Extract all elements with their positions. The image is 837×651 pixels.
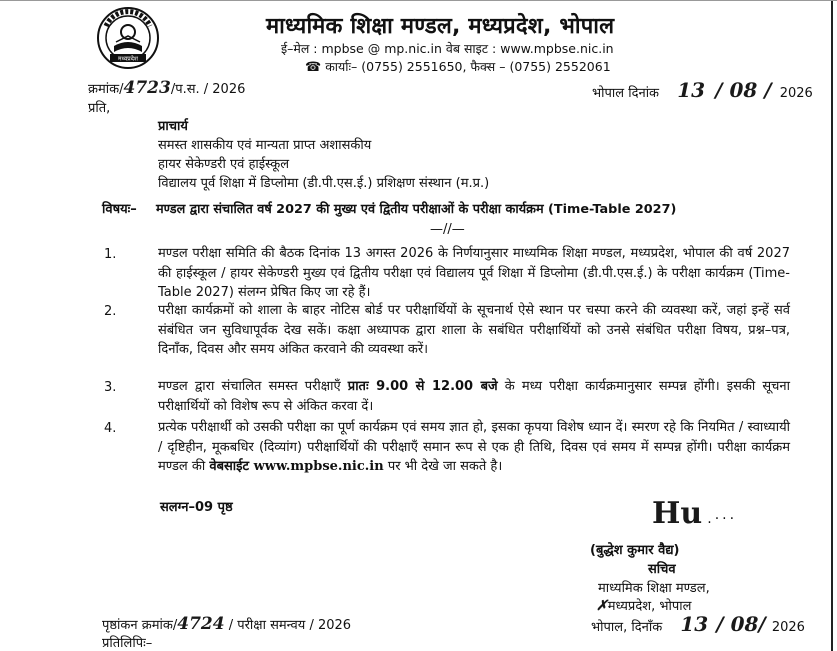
subject-label: विषयः– bbox=[102, 202, 137, 217]
phone-fax-text: कार्याः– (0755) 2551650, फैक्स – (0755) 2552061 bbox=[325, 59, 611, 74]
endorsement-date bbox=[591, 612, 805, 636]
logo-caption: मध्यप्रदेश bbox=[117, 55, 139, 63]
endorsement-suffix: / परीक्षा समन्वय / 2026 bbox=[228, 618, 352, 633]
para-1-number: 1. bbox=[104, 247, 117, 262]
para-4-number: 4. bbox=[104, 421, 117, 436]
reference-date bbox=[592, 78, 813, 102]
para-3-text-b: के मध्य परीक्षा कार्यक्रमानुसार सम्पन्न होंगी। इसकी सूचना परीक्षार्थियों को विशेष रूप से अंकित करवा दें। bbox=[158, 379, 790, 414]
copy-label: प्रतिलिपिः– bbox=[102, 636, 153, 651]
telephone-icon: ☎ bbox=[305, 60, 322, 75]
signatory-city: ✗मध्यप्रदेश, भोपाल bbox=[596, 598, 692, 614]
address-line-3: हायर सेकेण्डरी एवं हाईस्कूल bbox=[158, 157, 290, 172]
date-month: / 08 / bbox=[715, 78, 772, 102]
endorsement-prefix: पृष्ठांकन क्रमांक/ bbox=[102, 618, 178, 633]
kramank-suffix: /प.स. / 2026 bbox=[170, 82, 246, 97]
enclosure-note: सलग्न–09 पृष्ठ bbox=[160, 500, 233, 515]
signatory-city-text: मध्यप्रदेश, भोपाल bbox=[607, 599, 692, 614]
kramank-prefix: क्रमांक/ bbox=[88, 82, 124, 97]
endorsement-date-month: / 08/ bbox=[716, 612, 766, 636]
para-2-number: 2. bbox=[104, 304, 117, 319]
para-3-time: प्रातः 9.00 से 12.00 बजे bbox=[347, 379, 498, 394]
phone-fax-line bbox=[305, 58, 611, 75]
reference-number bbox=[88, 78, 245, 98]
endorsement-number bbox=[102, 614, 351, 634]
date-day: 13 bbox=[677, 78, 706, 102]
board-logo-icon bbox=[96, 6, 160, 70]
kramank-handwritten-no: 4723 bbox=[123, 78, 171, 98]
para-3-text bbox=[158, 377, 790, 416]
subject-separator: —//— bbox=[430, 222, 465, 237]
address-line-4: विद्यालय पूर्व शिक्षा में डिप्लोमा (डी.पी.एस.ई.) प्रशिक्षण संस्थान (म.प्र.) bbox=[158, 176, 490, 191]
endorsement-date-day: 13 bbox=[680, 612, 709, 636]
para-4-website: वेबसाईट www.mpbse.nic.in bbox=[209, 459, 384, 474]
signature-handwriting: Hu bbox=[652, 496, 703, 531]
endorsement-handwritten-no: 4724 bbox=[177, 614, 225, 634]
signature-mark: Hu .··· bbox=[652, 496, 738, 531]
org-title: माध्यमिक शिक्षा मण्डल, मध्यप्रदेश, भोपाल bbox=[266, 14, 615, 39]
para-2-text: परीक्षा कार्यक्रमों को शाला के बाहर नोटिस बोर्ड पर परीक्षार्थियों के सूचनार्थ ऐसे स्थान पर चस्पा करने की व्यवस्था करें, जहां इन्हें सर्व संबंधित जन सुविधापूर्वक देख सकें। कक्षा अध्यापक द्वारा शाला के सबंधित परीक्षार्थियों को उनसे संबंधित परीक्षा विषय, प्रश्न–पत्र, दिनाँक, दिवस और समय अंकित करवाने की व्यवस्था करें। bbox=[158, 303, 790, 357]
prati-label: प्रति, bbox=[88, 101, 111, 116]
para-4-text-b: पर भी देखे जा सकते है। bbox=[383, 459, 503, 474]
para-4-text-a: प्रत्येक परीक्षार्थी को उसकी परीक्षा का पूर्ण कार्यक्रम एवं समय ज्ञात हो, इसका कृपया विशेष ध्यान दें। स्मरण रहे कि नियमित / स्वाध्यायी / दृष्टिहीन, मूकबधिर (दिव्यांग) परीक्षार्थियों की परीक्षाएँ समान रूप से एक ही तिथि, दिवस एवं समय में सम्पन्न होंगी। परीक्षा कार्यक्रम मण्डल की bbox=[158, 420, 790, 474]
para-3-text-a: मण्डल द्वारा संचालित समस्त परीक्षाएँ bbox=[158, 379, 348, 394]
date-year: 2026 bbox=[779, 86, 813, 101]
frame-top-border bbox=[0, 0, 837, 1]
address-line-1: प्राचार्य bbox=[158, 119, 188, 134]
para-4-text bbox=[158, 418, 790, 477]
frame-right-border bbox=[831, 0, 833, 651]
para-1-text: मण्डल परीक्षा समिति की बैठक दिनांक 13 अगस्त 2026 के निर्णयानुसार माध्यमिक शिक्षा मण्डल, मध्यप्रदेश, भोपाल की वर्ष 2027 की हाईस्कूल / हायर सेकेण्डरी मुख्य एवं द्वितीय परीक्षा एवं विद्यालय पूर्व शिक्षा में डिप्लोमा (डी.पी.एस.ई.) के परीक्षा कार्यक्रम (Time-Table 2027) संलग्न प्रेषित किए जा रहे हैं। bbox=[158, 246, 790, 300]
address-line-2: समस्त शासकीय एवं मान्यता प्राप्त अशासकीय bbox=[158, 138, 372, 153]
signatory-org: माध्यमिक शिक्षा मण्डल, bbox=[598, 581, 710, 596]
endorsement-date-label: भोपाल, दिनाँक bbox=[591, 620, 663, 635]
endorsement-date-year: 2026 bbox=[771, 620, 805, 635]
signatory-designation: सचिव bbox=[648, 562, 676, 577]
email-website-line: ई–मेल : mpbse @ mp.nic.in वेब साइट : www.mpbse.nic.in bbox=[281, 41, 614, 56]
date-label: भोपाल दिनांक bbox=[592, 86, 660, 101]
subject-text: मण्डल द्वारा संचालित वर्ष 2027 की मुख्य एवं द्वितीय परीक्षाओं के परीक्षा कार्यक्रम (Time-Table 2027) bbox=[156, 202, 677, 217]
para-3-number: 3. bbox=[104, 380, 117, 395]
signatory-name: (बुद्धेश कुमार वैद्य) bbox=[590, 543, 680, 558]
